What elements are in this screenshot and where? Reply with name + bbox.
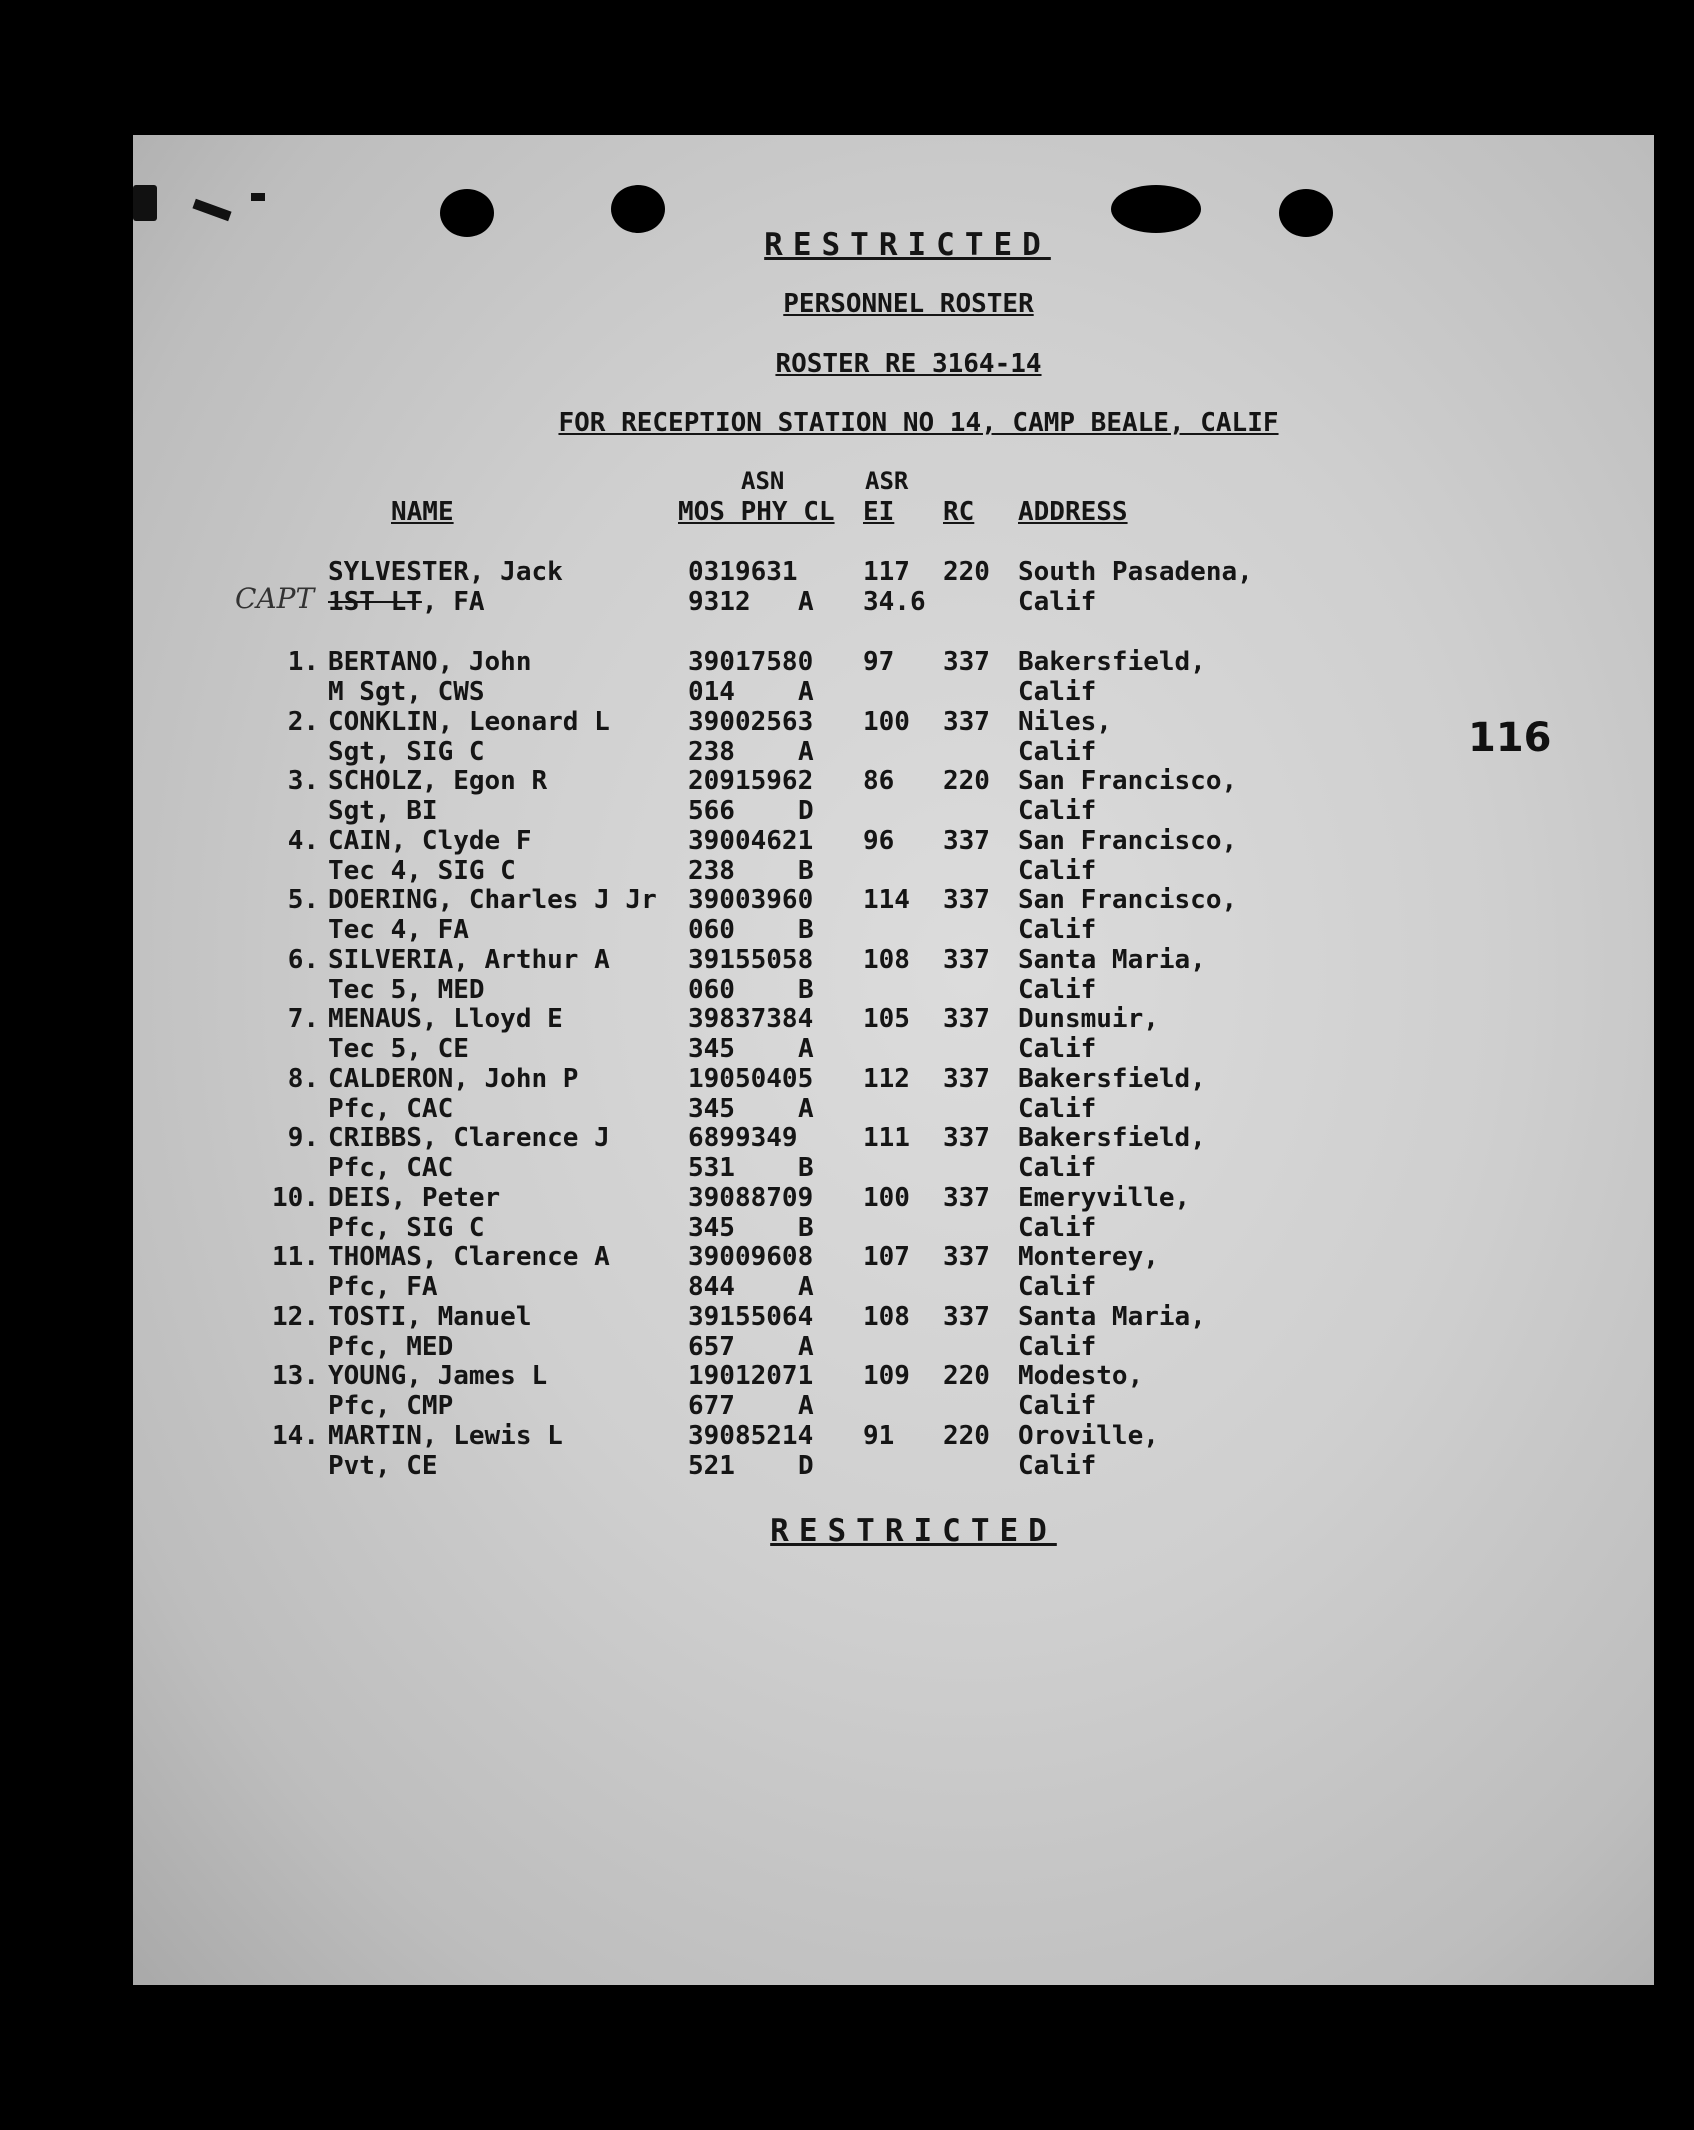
soldier-asn: 39088709	[688, 1182, 814, 1213]
soldier-asr: 91	[863, 1420, 895, 1451]
address-line2: Calif	[1018, 974, 1097, 1005]
soldier-phy-class: A	[798, 736, 814, 767]
row-number: 7.	[287, 1004, 319, 1034]
soldier-name: YOUNG, James L	[328, 1361, 548, 1391]
soldier-rank: M Sgt, CWS	[328, 677, 485, 707]
soldier-name: THOMAS, Clarence A	[328, 1242, 610, 1272]
row-number: 9.	[287, 1123, 319, 1153]
soldier-asn: 39004621	[688, 825, 814, 856]
soldier-mos: 657	[688, 1331, 735, 1362]
address-line1: Niles,	[1018, 706, 1112, 737]
officer-mos: 9312	[688, 587, 751, 617]
row-number: 5.	[287, 885, 319, 915]
col-header-address: ADDRESS	[1018, 497, 1128, 527]
soldier-rc: 337	[943, 647, 990, 677]
soldier-rank: Tec 5, CE	[328, 1034, 469, 1064]
soldier-mos: 844	[688, 1272, 735, 1302]
roster-row	[133, 1123, 1654, 1185]
row-number: 3.	[287, 766, 319, 796]
soldier-rank: Pfc, SIG C	[328, 1212, 485, 1243]
soldier-name: MENAUS, Lloyd E	[328, 1004, 563, 1034]
address-line1: San Francisco,	[1018, 766, 1238, 796]
ink-smudge	[192, 199, 231, 221]
soldier-name: CAIN, Clyde F	[328, 825, 532, 856]
soldier-phy-class: A	[798, 1034, 814, 1064]
officer-address-line1: South Pasadena,	[1018, 557, 1253, 587]
soldier-asn: 39155058	[688, 944, 814, 975]
soldier-asr: 100	[863, 1182, 910, 1213]
row-number: 6.	[287, 944, 319, 975]
soldier-asr: 108	[863, 1301, 910, 1332]
roster-row	[133, 647, 1654, 709]
soldier-phy-class: A	[798, 1272, 814, 1302]
address-line1: Emeryville,	[1018, 1182, 1191, 1213]
roster-row	[133, 766, 1654, 828]
soldier-rank: Tec 4, FA	[328, 915, 469, 945]
officer-branch: , FA	[421, 587, 485, 617]
address-line2: Calif	[1018, 1391, 1097, 1421]
roster-id: ROSTER RE 3164-14	[775, 349, 1042, 379]
soldier-phy-class: B	[798, 915, 814, 945]
soldier-phy-class: B	[798, 855, 814, 886]
restricted-footer: RESTRICTED	[770, 1513, 1057, 1549]
soldier-rank: Sgt, BI	[328, 796, 438, 826]
soldier-mos: 345	[688, 1034, 735, 1064]
soldier-asn: 39155064	[688, 1301, 814, 1332]
restricted-heading: RESTRICTED	[764, 227, 1051, 263]
soldier-asr: 86	[863, 766, 895, 796]
soldier-rc: 220	[943, 1361, 990, 1391]
soldier-rc: 337	[943, 825, 990, 856]
soldier-mos: 238	[688, 736, 735, 767]
address-line1: Dunsmuir,	[1018, 1004, 1159, 1034]
roster-row	[133, 945, 1654, 1007]
soldier-name: BERTANO, John	[328, 647, 532, 677]
address-line2: Calif	[1018, 915, 1097, 945]
address-line1: Oroville,	[1018, 1420, 1159, 1451]
soldier-name: CRIBBS, Clarence J	[328, 1123, 610, 1153]
row-number: 4.	[287, 825, 319, 856]
soldier-asr: 100	[863, 706, 910, 737]
soldier-phy-class: D	[798, 796, 814, 826]
roster-row	[133, 1302, 1654, 1364]
address-line2: Calif	[1018, 1034, 1097, 1064]
soldier-asr: 105	[863, 1004, 910, 1034]
punch-hole	[1111, 185, 1201, 233]
soldier-rank: Pfc, CAC	[328, 1153, 454, 1183]
soldier-phy-class: B	[798, 1212, 814, 1243]
officer-phy: A	[798, 587, 814, 617]
soldier-name: SILVERIA, Arthur A	[328, 944, 610, 975]
roster-row	[133, 1421, 1654, 1483]
soldier-rc: 337	[943, 885, 990, 915]
soldier-asn: 39003960	[688, 885, 814, 915]
address-line2: Calif	[1018, 736, 1097, 767]
row-number: 14.	[272, 1420, 319, 1451]
soldier-mos: 566	[688, 796, 735, 826]
officer-rank	[328, 587, 485, 617]
soldier-rc: 337	[943, 944, 990, 975]
soldier-name: CONKLIN, Leonard L	[328, 706, 610, 737]
soldier-asn: 39002563	[688, 706, 814, 737]
soldier-rc: 337	[943, 706, 990, 737]
soldier-asn: 19012071	[688, 1361, 814, 1391]
col-header-name: NAME	[391, 497, 454, 527]
soldier-asr: 97	[863, 647, 895, 677]
soldier-asr: 114	[863, 885, 910, 915]
col-header-mos-phy: MOS PHY CL	[678, 497, 835, 527]
address-line2: Calif	[1018, 855, 1097, 886]
roster-row	[133, 1361, 1654, 1423]
soldier-asn: 39017580	[688, 647, 814, 677]
col-header-rc: RC	[943, 497, 975, 527]
row-number: 1.	[287, 647, 319, 677]
officer-name: SYLVESTER, Jack	[328, 557, 563, 587]
address-line1: Bakersfield,	[1018, 647, 1206, 677]
soldier-mos: 060	[688, 974, 735, 1005]
soldier-rc: 220	[943, 766, 990, 796]
col-header-asr-top: ASR	[865, 467, 909, 495]
row-number: 2.	[287, 706, 319, 737]
handwritten-annotation: CAPT	[235, 582, 315, 615]
soldier-phy-class: A	[798, 1331, 814, 1362]
address-line1: Modesto,	[1018, 1361, 1144, 1391]
soldier-phy-class: D	[798, 1450, 814, 1481]
soldier-asn: 20915962	[688, 766, 814, 796]
soldier-asr: 96	[863, 825, 895, 856]
officer-rc: 220	[943, 557, 990, 587]
soldier-asr: 107	[863, 1242, 910, 1272]
soldier-rank: Pfc, CMP	[328, 1391, 454, 1421]
address-line1: San Francisco,	[1018, 825, 1238, 856]
soldier-mos: 060	[688, 915, 735, 945]
soldier-rank: Pfc, FA	[328, 1272, 438, 1302]
struck-rank: 1ST LT	[328, 587, 422, 617]
soldier-rank: Tec 4, SIG C	[328, 855, 516, 886]
soldier-name: TOSTI, Manuel	[328, 1301, 532, 1332]
soldier-rc: 220	[943, 1420, 990, 1451]
soldier-mos: 521	[688, 1450, 735, 1481]
ink-smudge	[133, 185, 157, 221]
roster-row	[133, 1004, 1654, 1066]
soldier-rc: 337	[943, 1004, 990, 1034]
soldier-mos: 345	[688, 1212, 735, 1243]
roster-row	[133, 1242, 1654, 1304]
officer-ei: 34.6	[863, 587, 926, 617]
address-line1: Monterey,	[1018, 1242, 1159, 1272]
officer-address-line2: Calif	[1018, 587, 1097, 617]
address-line1: Bakersfield,	[1018, 1123, 1206, 1153]
soldier-asr: 109	[863, 1361, 910, 1391]
address-line2: Calif	[1018, 677, 1097, 707]
address-line2: Calif	[1018, 1153, 1097, 1183]
col-header-asn-top: ASN	[741, 467, 785, 495]
soldier-rc: 337	[943, 1123, 990, 1153]
soldier-asr: 111	[863, 1123, 910, 1153]
address-line2: Calif	[1018, 1212, 1097, 1243]
soldier-asn: 19050405	[688, 1063, 814, 1094]
address-line1: Santa Maria,	[1018, 944, 1206, 975]
soldier-name: DOERING, Charles J Jr	[328, 885, 657, 915]
row-number: 11.	[272, 1242, 319, 1272]
soldier-name: CALDERON, John P	[328, 1063, 579, 1094]
soldier-rank: Sgt, SIG C	[328, 736, 485, 767]
soldier-phy-class: B	[798, 974, 814, 1005]
address-line1: Santa Maria,	[1018, 1301, 1206, 1332]
address-line2: Calif	[1018, 796, 1097, 826]
soldier-rc: 337	[943, 1182, 990, 1213]
soldier-mos: 677	[688, 1391, 735, 1421]
soldier-rank: Pfc, CAC	[328, 1093, 454, 1124]
roster-page	[133, 135, 1654, 1985]
address-line1: San Francisco,	[1018, 885, 1238, 915]
roster-row	[133, 826, 1654, 888]
soldier-phy-class: A	[798, 1093, 814, 1124]
roster-row	[133, 885, 1654, 947]
officer-asn: 0319631	[688, 557, 798, 587]
address-line2: Calif	[1018, 1272, 1097, 1302]
soldier-rank: Tec 5, MED	[328, 974, 485, 1005]
soldier-rc: 337	[943, 1063, 990, 1094]
soldier-asn: 39085214	[688, 1420, 814, 1451]
officer-row	[133, 557, 1654, 619]
soldier-rank: Pvt, CE	[328, 1450, 438, 1481]
soldier-name: DEIS, Peter	[328, 1182, 501, 1213]
soldier-mos: 345	[688, 1093, 735, 1124]
soldier-name: MARTIN, Lewis L	[328, 1420, 563, 1451]
roster-row	[133, 1064, 1654, 1126]
soldier-phy-class: A	[798, 1391, 814, 1421]
soldier-asr: 108	[863, 944, 910, 975]
soldier-rc: 337	[943, 1242, 990, 1272]
soldier-asn: 39009608	[688, 1242, 814, 1272]
soldier-asn: 39837384	[688, 1004, 814, 1034]
soldier-mos: 531	[688, 1153, 735, 1183]
row-number: 13.	[272, 1361, 319, 1391]
soldier-mos: 238	[688, 855, 735, 886]
soldier-rank: Pfc, MED	[328, 1331, 454, 1362]
address-line2: Calif	[1018, 1093, 1097, 1124]
col-header-ei: EI	[863, 497, 895, 527]
roster-row	[133, 1183, 1654, 1245]
row-number: 8.	[287, 1063, 319, 1094]
soldier-phy-class: B	[798, 1153, 814, 1183]
address-line1: Bakersfield,	[1018, 1063, 1206, 1094]
document-title: PERSONNEL ROSTER	[783, 289, 1034, 319]
address-line2: Calif	[1018, 1331, 1097, 1362]
punch-hole	[611, 185, 665, 233]
address-line2: Calif	[1018, 1450, 1097, 1481]
station-line: FOR RECEPTION STATION NO 14, CAMP BEALE, CALIF	[558, 408, 1279, 438]
page-number: 116	[1468, 715, 1552, 761]
ink-smudge	[251, 193, 265, 201]
row-number: 12.	[272, 1301, 319, 1332]
soldier-phy-class: A	[798, 677, 814, 707]
soldier-mos: 014	[688, 677, 735, 707]
soldier-name: SCHOLZ, Egon R	[328, 766, 548, 796]
officer-asr: 117	[863, 557, 910, 587]
soldier-asr: 112	[863, 1063, 910, 1094]
roster-row	[133, 707, 1654, 769]
row-number: 10.	[272, 1182, 319, 1213]
soldier-rc: 337	[943, 1301, 990, 1332]
soldier-asn: 6899349	[688, 1123, 798, 1153]
